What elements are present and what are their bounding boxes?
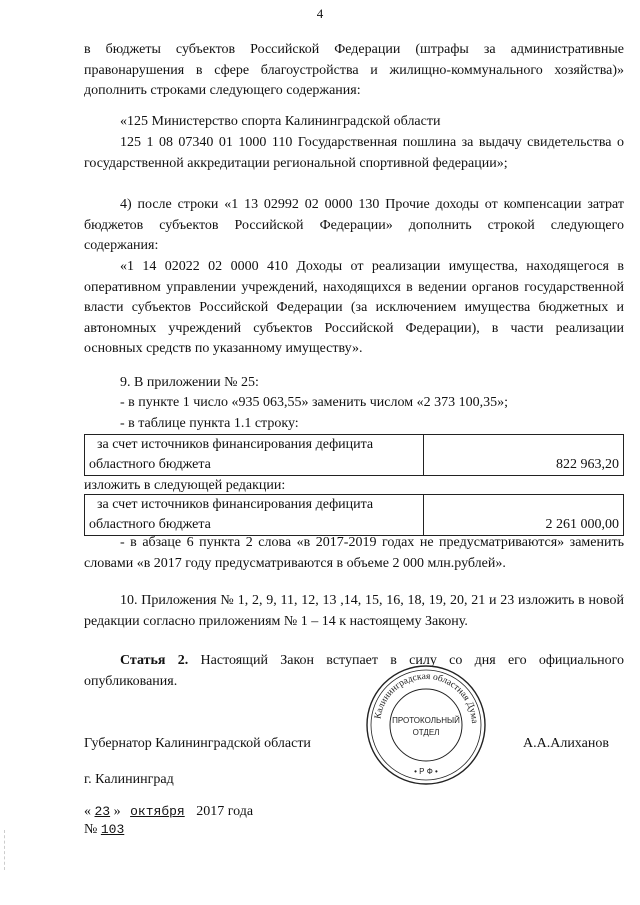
page-number: 4 [316, 6, 324, 21]
table-label-line-1: за счет источников финансирования дефицита [97, 497, 374, 512]
item-9-heading: 9. В приложении № 25: [120, 375, 259, 390]
item-9-line-2: - в таблице пункта 1.1 строку: [120, 416, 299, 431]
paragraph-budgets: в бюджеты субъектов Российской Федерации (штрафы за административные правонарушения в сфере благоустройства и жилищно-коммунального хозяйства)» дополнить строками следующего содержания: [84, 42, 624, 98]
item-9-line-1: - в пункте 1 число «935 063,55» заменить числом «2 373 100,35»; [120, 395, 508, 410]
table-row [85, 495, 624, 536]
paragraph-item-4: 4) после строки «1 13 02992 02 0000 130 Прочие доходы от компенсации затрат бюджетов субъектов Российской Федерации» дополнить строкой следующего содержания: [84, 197, 624, 253]
margin-scan-mark [4, 830, 6, 870]
table-label-cell [85, 435, 424, 476]
ministry-line: «125 Министерство спорта Калининградской области [120, 114, 441, 129]
seal-center-ring [390, 689, 462, 761]
item-9-section [84, 373, 624, 394]
item-9-line-2-wrap [84, 414, 624, 435]
seal-center-line-1: ПРОТОКОЛЬНЫЙ [392, 716, 460, 725]
law-number-line [84, 820, 624, 841]
article-2-text: Настоящий Закон вступает в силу со дня его официального опубликования. [84, 653, 624, 689]
table-new-row [84, 494, 624, 536]
date-month: октября [130, 804, 185, 819]
amount-table-new [84, 494, 624, 536]
item-9-line-3: изложить в следующей редакции: [84, 478, 286, 493]
date-day: 23 [94, 804, 111, 819]
date-close-quote: » [113, 804, 121, 819]
paragraph-article-2 [84, 651, 624, 692]
seal-ring-text: Калининградская областная Дума [373, 671, 480, 724]
table-row [85, 435, 624, 476]
paragraph-property-income: «1 14 02022 02 0000 410 Доходы от реализации имущества, находящегося в оперативном управлении учреждений, находящихся в ведении органов государственной власти субъектов Российской Федерации (за исключением имущества бюджетных и автономных учреждений субъектов Российской Федерации), в части реализации основных средств по указанному имуществу». [84, 259, 624, 356]
paragraph-ministry-heading [84, 112, 624, 133]
item-9-line-1-wrap [84, 393, 624, 414]
paragraph-state-duty: 125 1 08 07340 01 1000 110 Государственная пошлина за выдачу свидетельства о государственной аккредитации региональной спортивной федерации»; [84, 135, 624, 171]
table-amount-cell: 822 963,20 [424, 435, 624, 476]
table-label-line-2: областного бюджета [89, 517, 211, 532]
seal-center-line-2: ОТДЕЛ [412, 728, 440, 737]
seal-inner-ring [371, 670, 481, 780]
item-9-line-4: - в абзаце 6 пункта 2 слова «в 2017-2019 годах не предусматриваются» заменить словами «в 2017 году предусматриваются в объеме 2 000 млн.рублей». [84, 535, 624, 571]
seal-bottom-text: • Р Ф • [414, 767, 438, 776]
law-number-value: 103 [100, 822, 125, 837]
signature-name: А.А.Алиханов [523, 736, 609, 751]
city-line: г. Калининград [84, 772, 174, 787]
date-year: 2017 года [196, 804, 254, 819]
law-number-sign: № [84, 822, 98, 837]
signature-title: Губернатор Калининградской области [84, 736, 311, 751]
table-label-cell [85, 495, 424, 536]
article-2-label: Статья 2. [120, 653, 189, 668]
official-seal-stamp [364, 663, 488, 787]
table-amount-cell: 2 261 000,00 [424, 495, 624, 536]
table-label-line-2: областного бюджета [89, 457, 211, 472]
table-label-line-1: за счет источников финансирования дефицита [97, 437, 374, 452]
table-old-row [84, 434, 624, 476]
paragraph-item-10: 10. Приложения № 1, 2, 9, 11, 12, 13 ,14, 15, 16, 18, 19, 20, 21 и 23 изложить в новой редакции согласно приложениям № 1 – 14 к настоящему Закону. [84, 593, 624, 629]
date-open-quote: « [84, 804, 91, 819]
amount-table-old [84, 434, 624, 476]
